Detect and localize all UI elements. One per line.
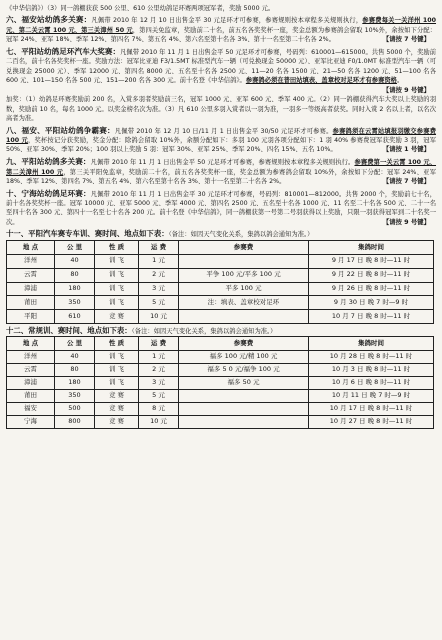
table-2-title: 十二、常规训、赛时间、地点如下表：（备注：如因天气变化关系，集鸽以鸽会通知为准。）	[6, 325, 277, 335]
section-title: 六、福安站幼鸽多关赛：	[6, 15, 92, 25]
key-instruction: 【请按 7 号键】	[382, 35, 430, 44]
section-body-2: 。	[396, 77, 404, 85]
section-body: 凡佩带 2010 年 11 月 1 日出售金平 50 元足环才可参赛，号码列：610001—615000。共售 5000 个，奖励前二百名，前十名各奖奖杯一座。奖励方法：冠军比亚迪 F3/1.5MT 标准型汽车一辆（可兑换现金 50000 元）、亚军比亚迪 F0/1.0MT 标准型汽车一辆（可兑换现金 25000 元）、季军 12000 元、第四名 8000 元、五名至十名各 2500 元、11—20 名各 1500 元、21—50 名各 1200 元、51—100 名各 600 元、101—150 名各 500 元、151—200 名各 300 元。前十名登《中华信鸽》。	[6, 48, 436, 85]
table-row: 云霄 80 训 飞 2 元 平争 100 元/平多 100 元 9 月 22 日 晚 8 时—11 时	[7, 268, 434, 282]
table-1-note: （备注：如因天气变化关系，集鸽以鸽会通知为准。）	[168, 231, 314, 239]
header-type: 性 质	[95, 240, 139, 254]
table-row: 福安 500 竞 赛 8 元 10 月 17 日 晚 8 时—11 时	[7, 403, 434, 416]
key-instruction: 【请按 9 号键】	[382, 217, 430, 226]
section-underline: 参赛费第一关云霄 100 元、第二关漳州 100 元	[6, 159, 437, 176]
header-km: 公 里	[55, 337, 95, 351]
table-header-row	[7, 240, 434, 254]
section-body-2: ，奖杯按记分获奖励，奖金分配：除鸽会留取 10%外，余额分配如下：多羽 100 元羽各项分配如下：1 羽 40% 参赛费冠军获奖励 3 羽，冠军 50%、亚军 30%、季军 20%；100 羽以上奖励 5 羽：冠军 30%、亚军 25%、季军 20%、四名 15%、五名 10%。	[6, 137, 436, 154]
section-body-2: ，第三关平阳免监章，奖励前二十名，前五名各奖奖杯一座，奖金总额为参赛鸽会留取 10%外，余按如下分配：冠军 24%、亚军 18%、季军 12%、第四名 7%、第五名 4%、第六名至第十名各 3%、第十一名至第二十名各 2%。	[6, 168, 436, 185]
table-2-note: （备注：如因天气变化关系，集鸽以鸽会通知为准。）	[131, 327, 277, 335]
header-place: 地 点	[7, 240, 55, 254]
section-9	[6, 156, 436, 186]
section-underline: 参赛费每关一关洋州 100 元、第二关云霄 100 元、第三关漳州 50 元	[6, 17, 437, 34]
header-fee: 运 费	[139, 337, 179, 351]
section-title: 八、福安、平阳站幼鸽争霸赛：	[6, 125, 115, 135]
key-instruction: 【请按 1 号键】	[382, 145, 430, 154]
section-underline: 参赛鸽须在云霄站填报羽缴交参赛费 100 元	[6, 127, 437, 145]
section-title: 九、平阳站幼鸽多关赛：	[6, 157, 91, 167]
table-row: 漳浦 180 训 飞 3 元 平多 100 元 9 月 26 日 晚 8 时—11 时	[7, 282, 434, 296]
section-underline: 参赛鸽必须在普田站填表、盖章校对足环才有参赛资格	[245, 77, 397, 85]
header-entry: 参赛费	[179, 337, 309, 351]
header-fee: 运 费	[139, 240, 179, 254]
header-time: 集鸽时间	[309, 337, 434, 351]
intro-line: 《中华信鸽》）（3）同一鸽棚获获 500 公里、610 公里幼鸽足环赛两项冠军者，奖励 5000 元。	[6, 5, 275, 12]
section-10	[6, 188, 436, 228]
table-row: 云霄 80 训 飞 2 元 福多 5 0 元/福争 100 元 10 月 3 日 晚 8 时—11 时	[7, 364, 434, 377]
section-body: 凡佩带 2010 年 11 月 1 日出售金平 50 元足环才可参赛，参赛规则按本章程多关规则执行。	[90, 159, 355, 167]
section-body: 凡佩带 2010 年 12 月 10 日/11 月 1 日出售金平 30/50 元足环才可参赛。	[114, 127, 333, 135]
key-instruction: 【请按 7 号键】	[382, 176, 430, 185]
section-8	[6, 125, 436, 155]
key-instruction: 【请按 9 号键】	[382, 85, 430, 94]
table-row: 洋州 40 训 飞 1 元 9 月 17 日 晚 8 时—11 时	[7, 254, 434, 268]
section-7	[6, 46, 436, 124]
section-title: 七、平阳站幼鸽足环汽车大奖赛：	[6, 46, 121, 56]
header-type: 性 质	[95, 337, 139, 351]
section-title: 十、宁海站幼鸽足环赛：	[6, 188, 91, 198]
section-body-2: ，第四关免监章，奖励前二十名，前五名各奖奖杯一座，奖金总额为参赛鸽会留取 10%外，余按如下分配：冠军 24%、亚军 18%、季军 12%、第四名 7%、第五名 4%、第六名至第十名各 3%、第十一名至第二十名各 2%。	[6, 26, 436, 44]
schedule-table-2	[6, 336, 434, 429]
bonus-paragraph: 加奖：（1）幼鸽足环赛奖励前 200 名，入赏多羽者奖励前三名，冠军 1000 元、亚军 600 元、季军 400 元。（2）同一鸽棚获得汽车大奖以上奖励的羽数，奖励前 10 名，每名 1000 元。以奖金榜名次为准。（3）凡 610 公里多羽入赏者以一羽为准，一羽多一等级高者获奖。同时入赏 2 名以上者，以名次高者为准。	[6, 96, 436, 123]
header-place: 地 点	[7, 337, 55, 351]
table-row: 漳浦 180 训 飞 3 元 福多 50 元 10 月 6 日 晚 8 时—11 时	[7, 377, 434, 390]
table-row: 平阳 610 竞 赛 10 元 10 月 7 日 晚 8 时—11 时	[7, 310, 434, 324]
header-time: 集鸽时间	[309, 240, 434, 254]
table-row: 莆田 350 竞 赛 5 元 10 月 11 日 晚 7 时—9 时	[7, 390, 434, 403]
schedule-table-1	[6, 240, 434, 324]
section-6	[6, 14, 436, 44]
table-row: 洋州 40 训 飞 1 元 福多 100 元/精 100 元 10 月 28 日 晚 8 时—11 时	[7, 351, 434, 364]
table-row: 宁海 800 竞 赛 10 元 10 月 27 日 晚 8 时—11 时	[7, 416, 434, 429]
table-row: 莆田 350 训 飞 5 元 注：填表、盖章校对足环 9 月 30 日 晚 7 时—9 时	[7, 296, 434, 310]
table-header-row	[7, 337, 434, 351]
header-entry: 参赛费	[179, 240, 309, 254]
section-body: 凡佩带 2010 年 11 月 1 日出售金平 30 元足环才可参赛，号码列：810001—812000。共售 2000 个，奖励前七十名，前十名各奖奖杯一座。冠军 10000 元、亚军 5000 元、季军 4000 元、第四名 2500 元、五名至十名各 1000 元、11 名至二十名各 500 元、二十一名至四十名各 300 元、第四十一名至七十名各 200 元。前十名登《中华信鸽》，同一鸽棚获第一号第二号羽获得以上奖励，只限一羽获得冠军到二十名奖一次。	[6, 190, 436, 226]
header-km: 公 里	[55, 240, 95, 254]
table-1-title: 十一、平阳汽车赛专车训、赛时间、地点如下表：（备注：如因天气变化关系，集鸽以鸽会通知为准。）	[6, 229, 314, 239]
section-body: 凡佩带 2010 年 12 月 10 日出售金平 30 元足环才可参赛，参赛规则按本章程多关规则执行，	[91, 17, 363, 25]
